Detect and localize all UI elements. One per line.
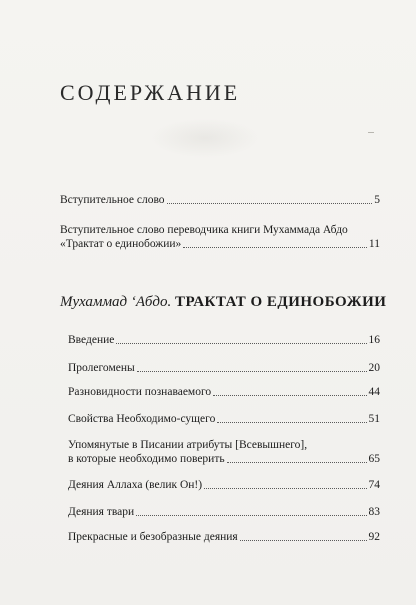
toc-entry-foreword[interactable]: [60, 193, 380, 207]
toc-entry-chapter[interactable]: [68, 412, 380, 426]
leader-dots: [204, 488, 366, 489]
leader-dots: [217, 422, 366, 423]
leader-dots: [136, 515, 366, 516]
section-author: Мухаммад ‘Абдо.: [60, 294, 172, 310]
leader-dots: [227, 462, 367, 463]
page-title: СОДЕРЖАНИЕ: [60, 80, 241, 105]
toc-entry-chapter[interactable]: [68, 438, 380, 466]
toc-entry-label: Пролегомены: [68, 362, 135, 374]
toc-entry-chapter[interactable]: [68, 333, 380, 347]
toc-entry-label: Деяния твари: [68, 506, 135, 518]
toc-page-number: 44: [368, 386, 380, 398]
toc-entry-translator-foreword[interactable]: [60, 223, 380, 251]
leader-dots: [137, 371, 367, 372]
show-through-mark: [368, 132, 374, 133]
toc-entry-line: Упомянутые в Писании атрибуты [Всевышнего],: [68, 439, 308, 451]
toc-entry-label: «Трактат о единобожии»: [60, 238, 182, 250]
show-through-smudge: [150, 118, 260, 158]
toc-entry-label: Разновидности познаваемого: [68, 386, 212, 398]
toc-entry-label: Деяния Аллаха (велик Он!): [68, 479, 203, 491]
toc-entry-label: Введение: [68, 334, 115, 346]
toc-page-number: 5: [374, 194, 380, 206]
toc-page-number: 11: [368, 238, 380, 250]
toc-page-number: 20: [368, 362, 380, 374]
leader-dots: [116, 343, 366, 344]
toc-entry-label: Прекрасные и безобразные деяния: [68, 531, 238, 543]
section-title: ТРАКТАТ О ЕДИНОБОЖИИ: [174, 294, 387, 310]
toc-entry-chapter[interactable]: [68, 361, 380, 375]
toc-entry-label: Свойства Необходимо-сущего: [68, 413, 216, 425]
toc-entry-chapter[interactable]: [68, 530, 380, 544]
toc-page-number: 51: [368, 413, 380, 425]
toc-entry-chapter[interactable]: [68, 505, 380, 519]
toc-entry-label: Вступительное слово: [60, 194, 165, 206]
toc-entry-line: Вступительное слово переводчика книги Мухаммада Абдо: [60, 224, 348, 236]
toc-page-number: 74: [368, 479, 380, 491]
toc-page-number: 16: [368, 334, 380, 346]
leader-dots: [167, 203, 373, 204]
toc-page-number: 83: [368, 506, 380, 518]
toc-entry-chapter[interactable]: [68, 385, 380, 399]
leader-dots: [240, 540, 367, 541]
toc-entry-chapter[interactable]: [68, 478, 380, 492]
leader-dots: [213, 395, 366, 396]
toc-page-number: 65: [368, 453, 380, 465]
toc-page-number: 92: [368, 531, 380, 543]
leader-dots: [183, 247, 367, 248]
section-heading: [60, 293, 386, 311]
toc-entry-label: в которые необходимо поверить: [68, 453, 225, 465]
